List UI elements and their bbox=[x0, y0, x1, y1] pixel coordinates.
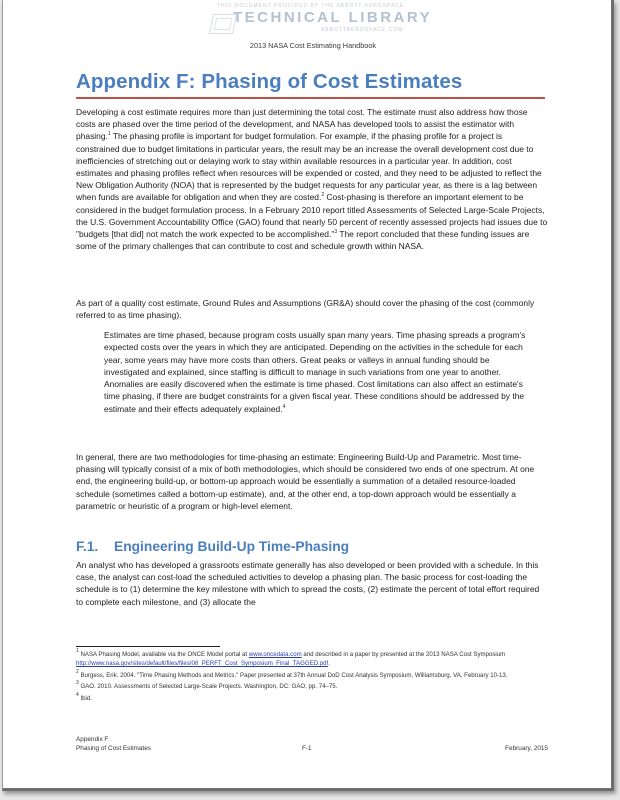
footnote-text: Burgess, Erik. 2004. "Time Phasing Methods and Metrics." Paper presented at 37th Annual DoD Cost Analysis Symposium, Williamsburg, VA, February 10-13. bbox=[78, 671, 508, 679]
paragraph-text: Cost-phasing is therefore an important element to be considered in the budget formulation process. In a February 2010 report titled Assessments of Selected Large-Scale Projects, the U.S. Government Accountability Office (GAO) found that nearly 50 percent of recently assessed projects had issues due to "budgets [that did] not match the work expected to be accomplished." bbox=[76, 192, 548, 240]
oncedata-link[interactable]: www.oncedata.com bbox=[248, 651, 302, 658]
watermark-top-line: THIS DOCUMENT PROVIDED BY THE ABBOTT AEROSPACE bbox=[217, 3, 405, 9]
title-rule-divider bbox=[76, 97, 545, 99]
watermark-main-text: TECHNICAL LIBRARY bbox=[233, 9, 433, 26]
footnote-3 bbox=[76, 682, 556, 691]
paragraph-text: The phasing profile is important for budget formulation. For example, if the phasing profile for a project is constrained due to budget limitations in particular years, the result may be an increase the overall development cost due to inefficiencies of stretching out or delaying work to stay within available resources in a particular year. In addition, cost estimates and phasing profiles reflect when resources will be expended or costed, and they need to be adjusted to reflect the New Obligation Authority (NOA) that is represented by the budget requests for any particular year, as there is a lag between when funds are available for obligation and when they are costed. bbox=[76, 131, 542, 203]
footnote-text: and described in a paper by presented at the 2013 NASA Cost Symposium bbox=[301, 651, 506, 658]
paragraph-text: An analyst who has developed a grassroots estimate generally has also developed or been provided with a schedule. In this case, the analyst can cost-load the scheduled activities to develop a phasing plan. The basic process for cost-loading the schedule is to (1) determine the key milestone with which to spread the costs, (2) estimate the percent of total effort required to complete each milestone, and (3) allocate the bbox=[76, 560, 540, 607]
footnote-text: GAO. 2010. Assessments of Selected Large-Scale Projects. Washington, DC: GAO, pp. 74–75. bbox=[78, 683, 338, 690]
footnote-1 bbox=[76, 650, 556, 668]
page-footer bbox=[76, 735, 548, 753]
paragraph-text: Developing a cost estimate requires more than just determining the total cost. The estimate must also address how those costs are phased over the time period of the development, and NASA has developed tools to assist the estimator with phasing. bbox=[76, 107, 528, 142]
section-title: Engineering Build-Up Time-Phasing bbox=[114, 539, 350, 554]
footnote-4 bbox=[76, 691, 556, 703]
footnote-ref-1[interactable]: 1 bbox=[107, 131, 111, 138]
paragraph-build-up bbox=[76, 559, 548, 608]
block-quote bbox=[104, 329, 534, 415]
section-number: F.1. bbox=[76, 539, 99, 554]
footnote-ref-3[interactable]: 3 bbox=[334, 229, 338, 236]
paragraph-text: The report concluded that these funding issues are some of the primary challenges that can contribute to cost and schedule growth within NASA. bbox=[76, 229, 530, 252]
paragraph-text: In general, there are two methodologies for time-phasing an estimate: Engineering Build-Up and Parametric. Most time-phasing will typically consist of a mix of both methodologies, which should be considered two ends of one spectrum. At one end, the engineering build-up, or bottom-up approach would be essentially a summation of a detailed resource-loaded schedule (sometimes called a bottom-up estimate), and, at the other end, a top-down approach would be essentially a parametric or heuristic of a program or high-level element. bbox=[76, 452, 535, 511]
footnote-text: Ibid. bbox=[78, 694, 92, 702]
footnote-number: 4 bbox=[76, 691, 79, 698]
document-page bbox=[2, 0, 614, 791]
footnote-number: 1 bbox=[76, 648, 79, 654]
footer-appendix-label: Appendix F bbox=[76, 736, 109, 743]
page-number: F-1 bbox=[302, 745, 312, 752]
footnote-ref-4[interactable]: 4 bbox=[282, 403, 286, 410]
nasa-symposium-link[interactable]: http://www.nasa.gov/sites/default/files/files/08_PERFT_Cost_Symposium_Final_TAGGED.pdf bbox=[76, 660, 329, 667]
footnote-ref-2[interactable]: 2 bbox=[321, 192, 325, 199]
paragraph-text: As part of a quality cost estimate, Ground Rules and Assumptions (GR&A) should cover the phasing of the cost (commonly referred to as time phasing). bbox=[76, 298, 535, 321]
watermark-logo bbox=[203, 2, 433, 36]
footnote-number: 3 bbox=[76, 680, 79, 686]
footnote-text: . bbox=[328, 660, 330, 667]
footnote-separator bbox=[76, 646, 220, 647]
footer-date: February, 2015 bbox=[505, 745, 548, 752]
paragraph-methodologies bbox=[76, 451, 548, 512]
footnote-number: 2 bbox=[76, 668, 79, 675]
section-heading bbox=[76, 539, 349, 554]
footnote-text: NASA Phasing Model, available via the ONCE Model portal at bbox=[78, 651, 249, 658]
footer-section-title: Phasing of Cost Estimates bbox=[76, 745, 151, 752]
footnotes bbox=[76, 650, 556, 705]
quote-text: Estimates are time phased, because program costs usually span many years. Time phasing spreads a program's expected costs over the years in which they are anticipated. Depending on the activities in the schedule for each year, some years may have more costs than others. Great peaks or valleys in annual funding should be investigated and explained, since staffing is difficult to manage in such variations from one year to another. Anomalies are easily discovered when the estimate is time phased. Cost limitations can also affect an estimate's time phasing, if there are budget constraints for a given fiscal year. These conditions should be addressed by the estimate and their effects adequately explained. bbox=[104, 330, 526, 414]
footnote-2 bbox=[76, 668, 556, 680]
page-title: Appendix F: Phasing of Cost Estimates bbox=[76, 70, 463, 93]
watermark-url: ABBOTTAEROSPACE.COM bbox=[321, 27, 404, 33]
running-head: 2013 NASA Cost Estimating Handbook bbox=[249, 41, 377, 50]
paragraph-gra bbox=[76, 297, 548, 321]
paragraph-intro bbox=[76, 106, 548, 252]
